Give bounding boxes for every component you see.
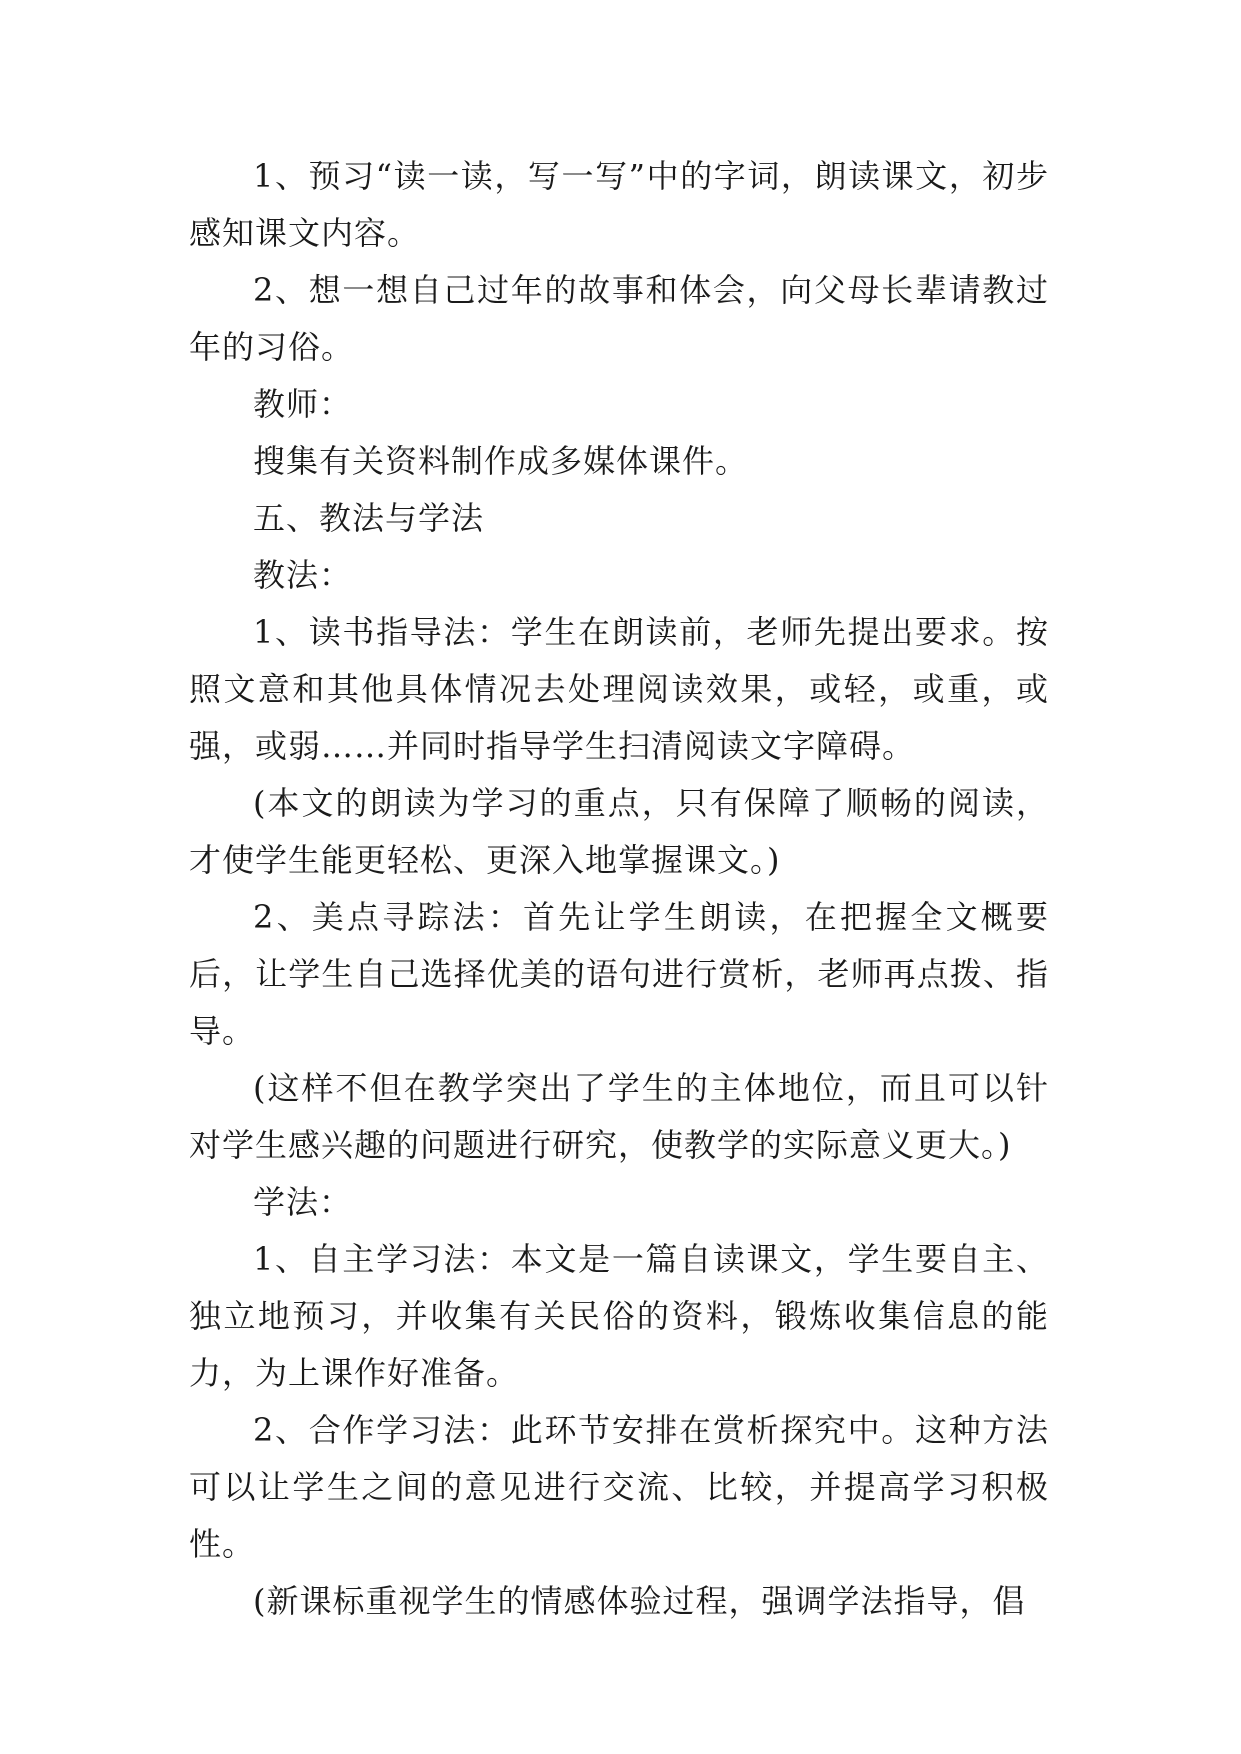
paragraph-teaching-method-1-note: (本文的朗读为学习的重点，只有保障了顺畅的阅读，才使学生能更轻松、更深入地掌握课文。)	[189, 784, 1049, 879]
paragraph-teaching-method-2-note: (这样不但在教学突出了学生的主体地位，而且可以针对学生感兴趣的问题进行研究，使教学的实际意义更大。)	[189, 1069, 1049, 1164]
paragraph-teaching-method-1: 1、读书指导法：学生在朗读前，老师先提出要求。按照文意和其他具体情况去处理阅读效果，或轻，或重，或强，或弱……并同时指导学生扫清阅读文字障碍。	[189, 613, 1049, 765]
paragraph-learning-method-note: (新课标重视学生的情感体验过程，强调学法指导，倡	[253, 1582, 1026, 1620]
paragraph-teaching-method-label: 教法：	[253, 556, 353, 594]
paragraph-learning-method-1: 1、自主学习法：本文是一篇自读课文，学生要自主、独立地预习，并收集有关民俗的资料，锻炼收集信息的能力，为上课作好准备。	[189, 1240, 1049, 1392]
paragraph-learning-method-2: 2、合作学习法：此环节安排在赏析探究中。这种方法可以让学生之间的意见进行交流、比较，并提高学习积极性。	[189, 1411, 1049, 1563]
document-page	[189, 148, 1049, 1630]
paragraph-teaching-method-2: 2、美点寻踪法：首先让学生朗读，在把握全文概要后，让学生自己选择优美的语句进行赏析，老师再点拨、指导。	[189, 898, 1049, 1050]
section-heading-methods: 五、教法与学法	[253, 499, 485, 537]
paragraph-teacher-task: 搜集有关资料制作成多媒体课件。	[253, 442, 749, 480]
paragraph-teacher-label: 教师：	[253, 385, 353, 423]
paragraph-preview-task-1: 1、预习“读一读，写一写”中的字词，朗读课文，初步感知课文内容。	[189, 157, 1049, 252]
paragraph-learning-method-label: 学法：	[253, 1183, 353, 1221]
paragraph-preview-task-2: 2、想一想自己过年的故事和体会，向父母长辈请教过年的习俗。	[189, 271, 1049, 366]
